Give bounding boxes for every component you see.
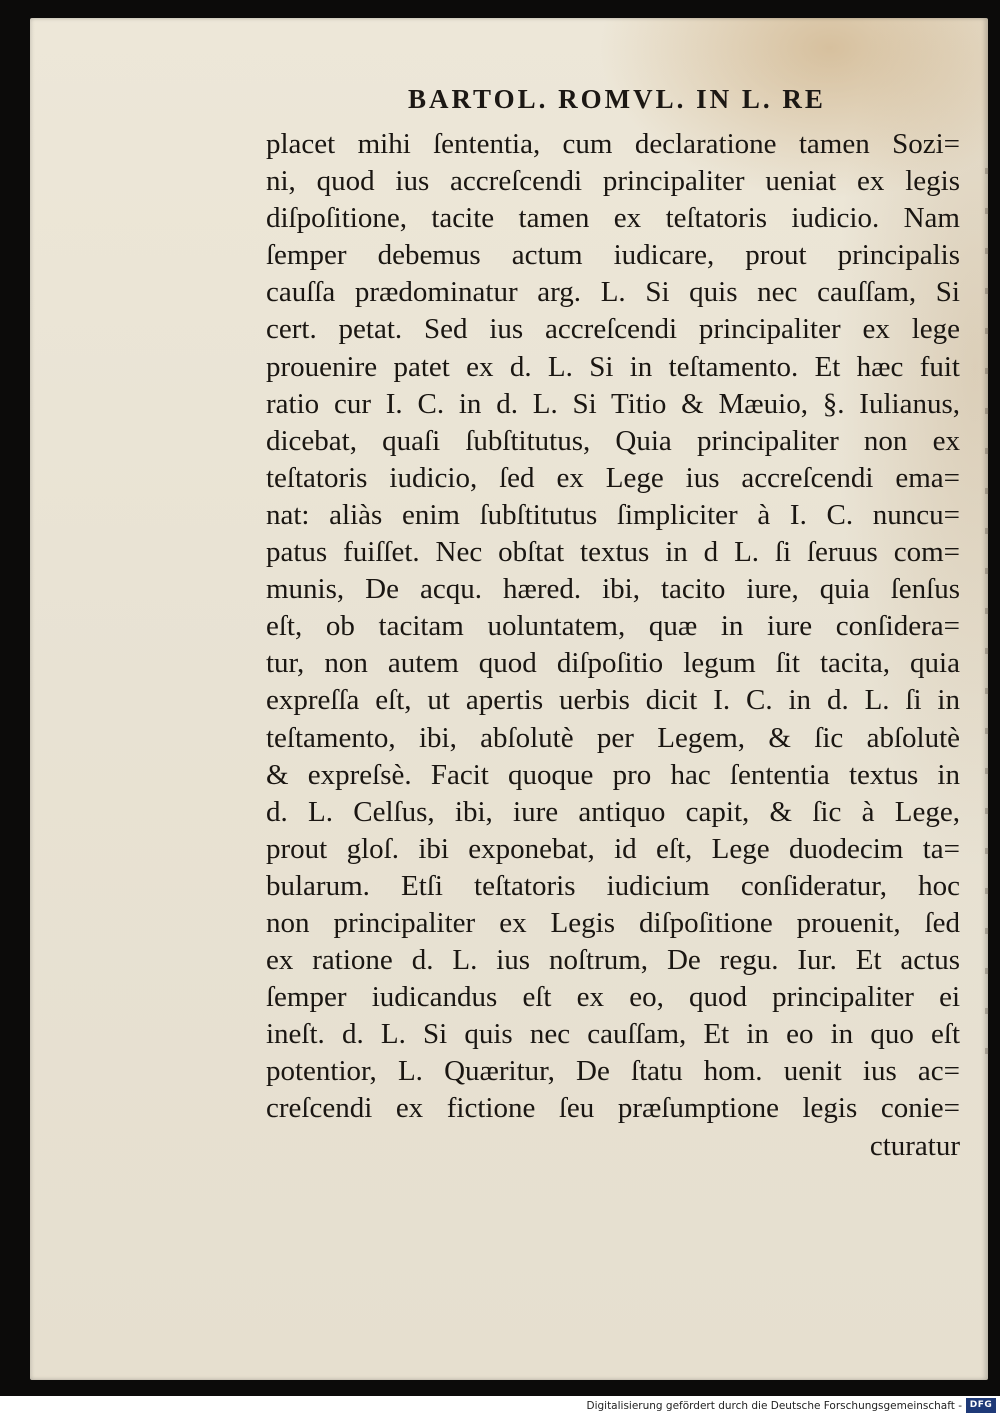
text-line: & expreſsè. Facit quoque pro hac ſententia textus in <box>266 758 960 791</box>
text-line: cert. petat. Sed ius accreſcendi principaliter ex lege <box>266 313 960 346</box>
running-head: BARTOL. ROMVL. IN L. RE <box>408 84 826 114</box>
text-line: non principaliter ex Legis diſpoſitione prouenit, ſed <box>266 906 960 939</box>
text-line: cturatur <box>869 1129 960 1162</box>
text-line: d. L. Celſus, ibi, iure antiquo capit, & ſic à Lege, <box>266 795 960 828</box>
text-line: creſcendi ex fictione ſeu præſumptione legis conie= <box>266 1092 960 1125</box>
text-line: cauſſa prædominatur arg. L. Si quis nec cauſſam, Si <box>266 276 960 309</box>
text-line: ſemper iudicandus eſt ex eo, quod principaliter ei <box>266 981 960 1014</box>
text-line: expreſſa eſt, ut apertis uerbis dicit I. C. in d. L. ſi in <box>266 684 960 717</box>
text-line: ni, quod ius accreſcendi principaliter ueniat ex legis <box>266 165 960 198</box>
text-line: bularum. Etſi teſtatoris iudicium conſideratur, hoc <box>266 869 960 902</box>
text-line: diſpoſitione, tacite tamen ex teſtatoris iudicio. Nam <box>266 202 960 235</box>
text-line: tur, non autem quod diſpoſitio legum ſit tacita, quia <box>266 647 960 680</box>
text-line: prout gloſ. ibi exponebat, id eſt, Lege duodecim ta= <box>266 832 960 865</box>
digitization-footer <box>0 1396 1000 1417</box>
text-line: ex ratione d. L. ius noſtrum, De regu. Iur. Et actus <box>266 944 960 977</box>
text-line: potentior, L. Quæritur, De ſtatu hom. uenit ius ac= <box>266 1055 960 1088</box>
text-line: ſemper debemus actum iudicare, prout principalis <box>266 239 960 272</box>
body-text <box>266 126 966 1165</box>
dfg-logo: DFG <box>966 1398 996 1413</box>
text-line: prouenire patet ex d. L. Si in teſtamento. Et hæc fuit <box>266 350 960 383</box>
text-line: ineſt. d. L. Si quis nec cauſſam, Et in eo in quo eſt <box>266 1018 960 1051</box>
text-line: placet mihi ſententia, cum declaratione tamen Sozi= <box>266 128 960 160</box>
text-line: ratio cur I. C. in d. L. Si Titio & Mæuio, §. Iulianus, <box>266 387 960 420</box>
text-line: patus fuiſſet. Nec obſtat textus in d L. ſi ſeruus com= <box>266 536 960 569</box>
text-line: teſtamento, ibi, abſolutè per Legem, & ſic abſolutè <box>266 721 960 754</box>
text-line: nat: aliàs enim ſubſtitutus ſimpliciter à I. C. nuncu= <box>266 498 960 531</box>
text-line: eſt, ob tacitam uoluntatem, quæ in iure conſidera= <box>266 610 960 643</box>
footer-credit: Digitalisierung gefördert durch die Deutsche Forschungsgemeinschaft - <box>586 1400 962 1412</box>
page-edge-marks <box>985 168 989 1068</box>
text-line: teſtatoris iudicio, ſed ex Lege ius accreſcendi ema= <box>266 461 960 494</box>
text-line: dicebat, quaſi ſubſtitutus, Quia principaliter non ex <box>266 424 960 457</box>
text-line: munis, De acqu. hæred. ibi, tacito iure, quia ſenſus <box>266 573 960 606</box>
